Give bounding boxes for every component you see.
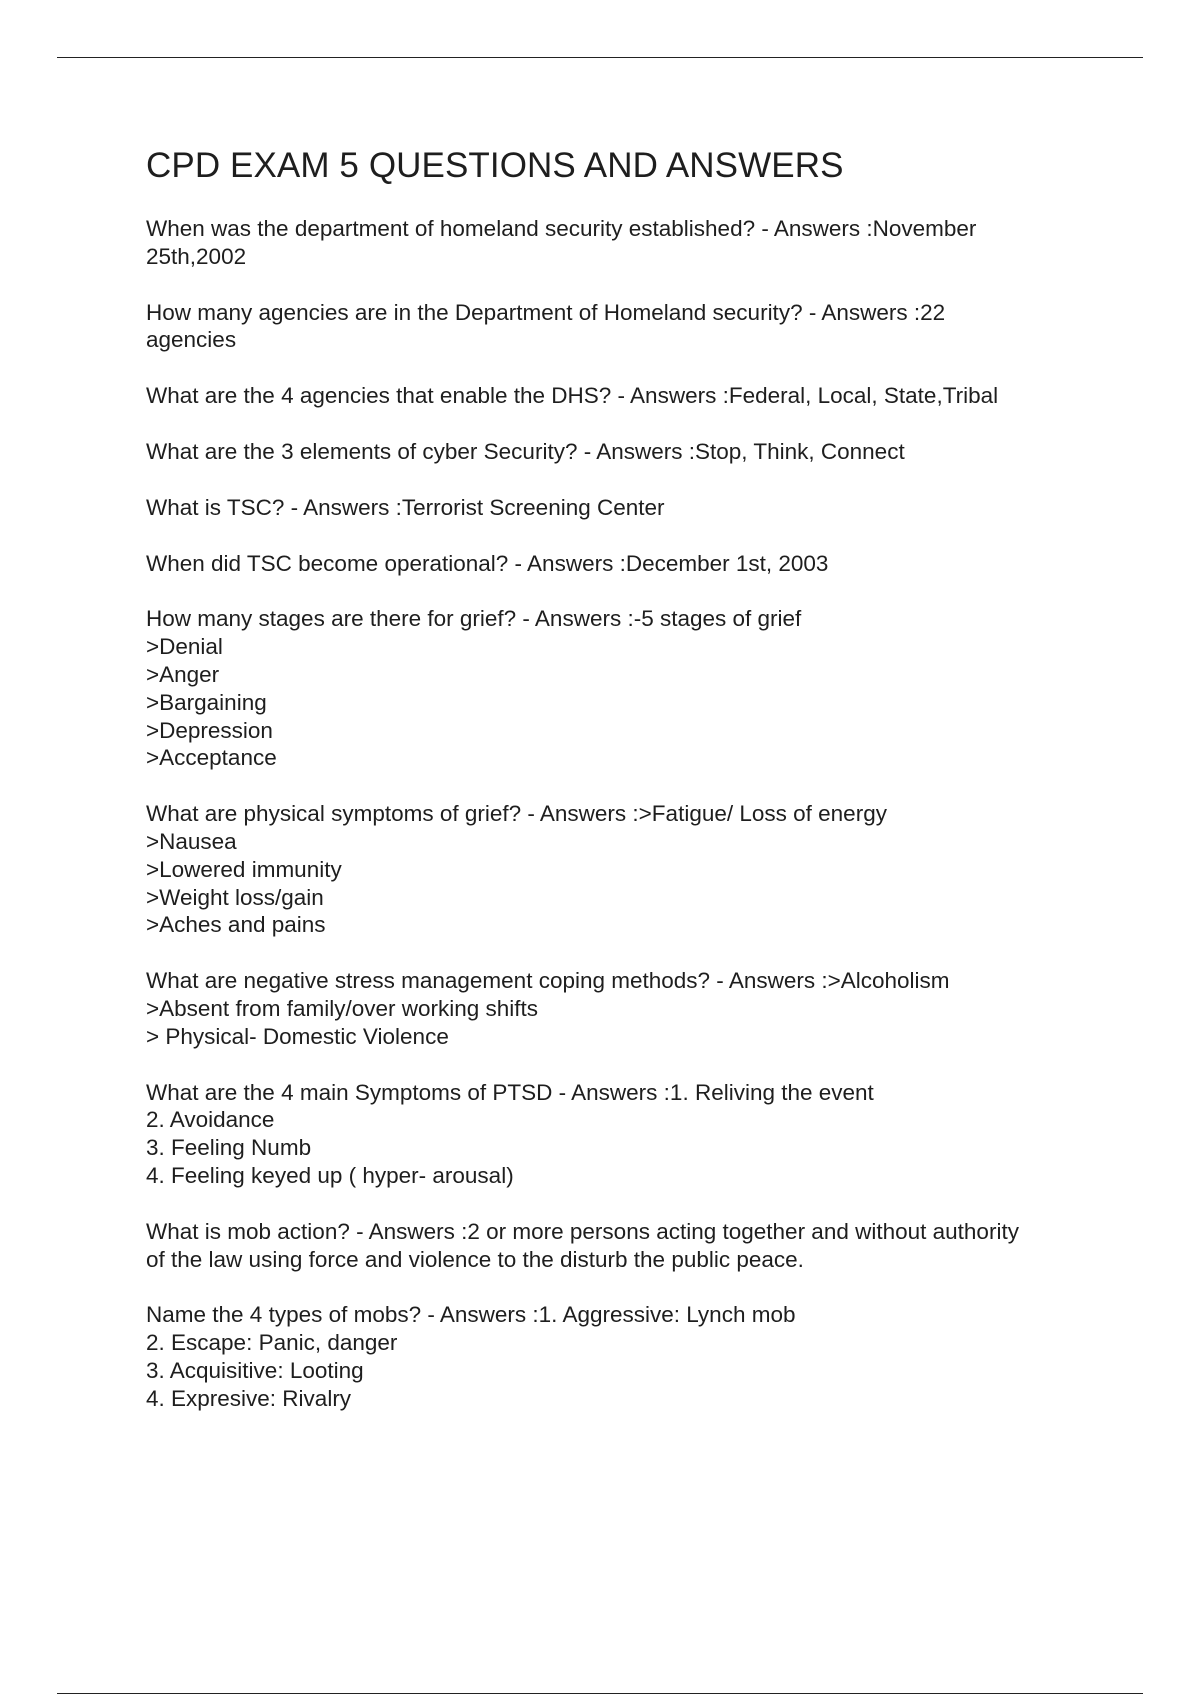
qa-answer-line: 4. Expresive: Rivalry (146, 1385, 352, 1411)
qa-answer-line: > Physical- Domestic Violence (146, 1023, 449, 1049)
qa-answer-line: >Lowered immunity (146, 856, 342, 882)
qa-question-line: What are the 3 elements of cyber Security? - Answers :Stop, Think, Connect (146, 438, 905, 464)
qa-question-line: What is TSC? - Answers :Terrorist Screening Center (146, 494, 665, 520)
qa-answer-line: 3. Acquisitive: Looting (146, 1357, 364, 1383)
qa-answer-line: >Acceptance (146, 745, 277, 771)
qa-answer-line: >Nausea (146, 828, 237, 854)
qa-answer-line: >Weight loss/gain (146, 884, 324, 910)
bottom-rule (57, 1693, 1143, 1694)
qa-question-line: When was the department of homeland security established? - Answers :November (146, 216, 977, 241)
document-title: CPD EXAM 5 QUESTIONS AND ANSWERS (146, 146, 844, 185)
qa-question-line: When did TSC become operational? - Answers :December 1st, 2003 (146, 550, 829, 576)
qa-question-line: What are the 4 main Symptoms of PTSD - Answers :1. Reliving the event (146, 1079, 874, 1105)
qa-question-line: What is mob action? - Answers :2 or more persons acting together and without authority (146, 1218, 1019, 1244)
qa-answer-line: >Bargaining (146, 689, 267, 715)
qa-answer-line: >Anger (146, 661, 220, 687)
qa-answer-line: 4. Feeling keyed up ( hyper- arousal) (146, 1162, 514, 1188)
qa-answer-line: >Aches and pains (146, 912, 326, 938)
qa-item (146, 1218, 1096, 1274)
qa-item (146, 215, 1096, 271)
qa-item (146, 438, 1096, 466)
qa-question-line: What are negative stress management coping methods? - Answers :>Alcoholism (146, 968, 950, 994)
page-content (146, 144, 1096, 1441)
qa-question-line: What are physical symptoms of grief? - Answers :>Fatigue/ Loss of energy (146, 801, 887, 827)
qa-question-line: What are the 4 agencies that enable the DHS? - Answers :Federal, Local, State,Tribal (146, 383, 999, 409)
qa-item (146, 550, 1096, 578)
qa-answer-line: agencies (146, 327, 237, 353)
qa-answer-line: >Depression (146, 717, 273, 743)
qa-answer-line: 2. Avoidance (146, 1107, 275, 1133)
qa-item (146, 1079, 1096, 1190)
qa-item (146, 494, 1096, 522)
qa-answer-line: 3. Feeling Numb (146, 1135, 312, 1161)
qa-answer-line: >Denial (146, 634, 223, 660)
qa-item (146, 382, 1096, 410)
top-rule (57, 57, 1143, 58)
qa-question-line: Name the 4 types of mobs? - Answers :1. Aggressive: Lynch mob (146, 1302, 796, 1328)
qa-answer-line: of the law using force and violence to the disturb the public peace. (146, 1246, 804, 1272)
qa-item (146, 967, 1096, 1050)
qa-item (146, 299, 1096, 355)
qa-item (146, 800, 1096, 939)
qa-question-line: How many stages are there for grief? - Answers :-5 stages of grief (146, 606, 802, 632)
qa-question-line: How many agencies are in the Department of Homeland security? - Answers :22 (146, 299, 946, 325)
qa-answer-line: 2. Escape: Panic, danger (146, 1330, 398, 1356)
qa-list (146, 215, 1096, 1413)
qa-item (146, 605, 1096, 772)
qa-answer-line: 25th,2002 (146, 243, 247, 269)
qa-answer-line: >Absent from family/over working shifts (146, 995, 539, 1021)
qa-item (146, 1301, 1096, 1412)
